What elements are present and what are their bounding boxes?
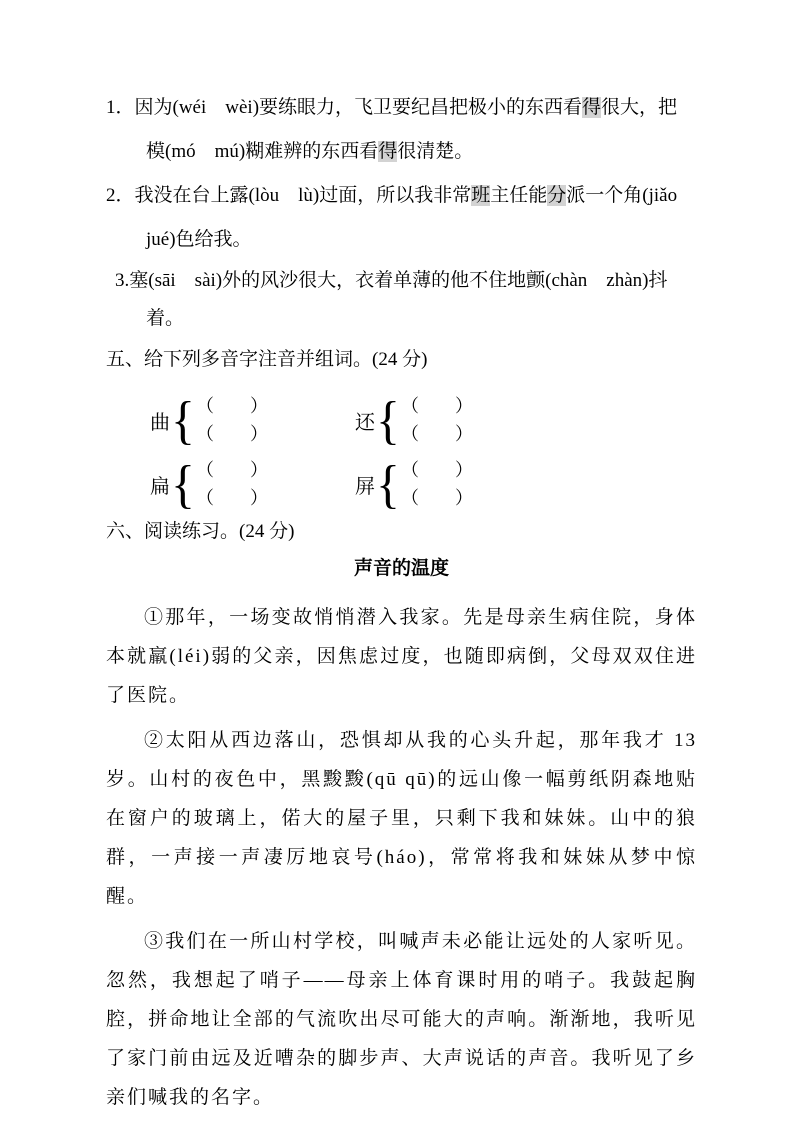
item-text: 2．我没在台上露(lòu lù)过面，所以我非常: [106, 185, 472, 206]
reading-paragraph-2: ②太阳从西边落山，恐惧却从我的心头升起，那年我才 13 岁。山村的夜色中，黑黢黢(qū qū)的远山像一幅剪纸阴森地贴在窗户的玻璃上，偌大的屋子里，只剩下我和妹妹。山中的狼群，一声接一声凄厉地哀号(háo)，常常将我和妹妹从梦中惊醒。: [106, 730, 697, 907]
section5-heading: 五、给下列多音字注音并组词。(24 分): [106, 349, 428, 370]
answer-blanks: [401, 392, 473, 448]
item-text: 模(mó mú)糊难辨的东西看: [146, 141, 379, 162]
answer-blank: （ ）: [401, 424, 473, 444]
answer-blanks: [196, 456, 268, 512]
polyphone-character: 扁: [150, 475, 170, 498]
answer-blank: （ ）: [401, 460, 473, 480]
reading-paragraph-1: ①那年，一场变故悄悄潜入我家。先是母亲生病住院，身体本就羸(léi)弱的父亲，因焦虑过度，也随即病倒，父母双双住进了医院。: [106, 607, 697, 706]
item-line: [106, 262, 697, 300]
item-text: jué)色给我。: [146, 229, 252, 250]
answer-blank: （ ）: [196, 460, 268, 480]
item-text: 派一个角(jiǎo: [566, 185, 678, 206]
answer-blank: （ ）: [401, 396, 473, 416]
item-line: [106, 300, 697, 338]
polyphone-item-qu: [150, 392, 355, 448]
polyphone-item-ping: [355, 456, 697, 512]
polyphone-exercise: [150, 392, 697, 512]
section6-heading: 六、阅读练习。(24 分): [106, 521, 295, 542]
item-text: 3.塞(sāi sài)外的风沙很大，衣着单薄的他不住地颤(chàn zhàn)抖: [115, 270, 668, 291]
item-text: 很清楚。: [397, 141, 474, 162]
answer-blank: （ ）: [196, 488, 268, 508]
polyphone-character: 屏: [355, 475, 375, 498]
answer-blanks: [196, 392, 268, 448]
exercise-item-1: [106, 86, 697, 174]
item-line: [106, 218, 697, 262]
brace-icon: {: [376, 390, 400, 450]
item-text: 主任能: [490, 185, 548, 206]
answer-blank: （ ）: [196, 396, 268, 416]
item-text: 1．因为(wéi wèi)要练眼力，飞卫要纪昌把极小的东西看: [106, 97, 583, 118]
answer-blanks: [401, 456, 473, 512]
polyphone-item-huan: [355, 392, 697, 448]
item-text: 很大，把: [601, 97, 678, 118]
item-line: [106, 86, 697, 130]
reading-paragraph-3: ③我们在一所山村学校，叫喊声未必能让远处的人家听见。忽然，我想起了哨子——母亲上体育课时用的哨子。我鼓起胸腔，拼命地让全部的气流吹出尽可能大的声响。渐渐地，我听见了家门前由远及近嘈杂的脚步声、大声说话的声音。我听见了乡亲们喊我的名字。: [106, 931, 697, 1108]
exercise-item-2: [106, 174, 697, 262]
answer-highlight: 得: [582, 97, 602, 118]
brace-icon: {: [171, 454, 195, 514]
item-line: [106, 130, 697, 174]
answer-highlight: 班: [471, 185, 491, 206]
brace-icon: {: [376, 454, 400, 514]
polyphone-character: 曲: [150, 411, 170, 434]
item-line: [106, 174, 697, 218]
brace-icon: {: [171, 390, 195, 450]
polyphone-item-bian: [150, 456, 355, 512]
exercise-item-3: [106, 262, 697, 338]
answer-blank: （ ）: [196, 424, 268, 444]
answer-highlight: 得: [378, 141, 398, 162]
answer-blank: （ ）: [401, 488, 473, 508]
item-text: 着。: [146, 308, 185, 329]
polyphone-character: 还: [355, 411, 375, 434]
answer-highlight: 分: [547, 185, 567, 206]
reading-title: 声音的温度: [353, 558, 449, 579]
